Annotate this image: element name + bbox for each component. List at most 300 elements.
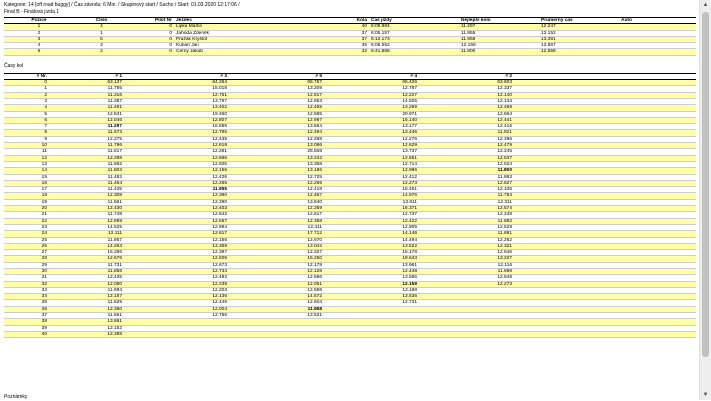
- laps-col-nr: # Nr.: [36, 73, 47, 79]
- lap-number: 17: [41, 187, 47, 193]
- lap-time: 12.308: [107, 193, 122, 199]
- lap-time: 12.894: [212, 224, 227, 230]
- lap-time: [419, 331, 514, 337]
- lap-time: 12.506: [212, 256, 227, 262]
- result-nejlepsi: 11.955: [461, 30, 476, 36]
- lap-time: 12.359: [307, 206, 322, 212]
- lap-time: 12.787: [402, 86, 417, 92]
- lap-time: 12.311: [497, 199, 512, 205]
- lap-time: 12.140: [497, 92, 512, 98]
- lap-time: 18.643: [402, 256, 417, 262]
- lap-time: 12.262: [497, 237, 512, 243]
- lap-time: 12.479: [497, 143, 512, 149]
- lap-time: 12.653: [307, 98, 322, 104]
- lap-time: 65.426: [402, 80, 417, 86]
- lap-time: 12.203: [212, 287, 227, 293]
- lap-time: 12.637: [497, 155, 512, 161]
- lap-time: 12.105: [497, 187, 512, 193]
- lap-time: 12.418: [307, 187, 322, 193]
- result-jezdec: Pražák Kryštof: [176, 36, 208, 42]
- lap-time: 11.748: [107, 212, 122, 218]
- result-pilot: 0: [169, 49, 172, 55]
- lap-number: 37: [41, 313, 47, 319]
- col-cislo: Číslo: [95, 18, 108, 23]
- lap-number: 3: [44, 98, 47, 104]
- lap-time: 13.446: [402, 130, 417, 136]
- lap-time: 12.441: [497, 117, 512, 123]
- lap-time: 12.004: [212, 306, 227, 312]
- lap-time: 11.464: [107, 180, 122, 186]
- result-row: [4, 49, 696, 55]
- lap-time: 13.086: [307, 143, 322, 149]
- lap-time: 11.955: [212, 187, 227, 193]
- result-prumer: 12.247: [541, 24, 556, 30]
- lap-time: 14.505: [402, 98, 417, 104]
- lap-time: 12.617: [307, 92, 322, 98]
- lap-time: 13.358: [307, 161, 322, 167]
- lap-time: 12.617: [307, 212, 322, 218]
- result-pilot: 0: [169, 43, 172, 49]
- lap-time: 12.327: [307, 250, 322, 256]
- lap-time: 15.451: [402, 187, 417, 193]
- lap-time: 12.156: [212, 168, 227, 174]
- lap-number: 1: [44, 86, 47, 92]
- laps-col-4: # 4: [410, 73, 417, 79]
- lap-time: 12.273: [402, 180, 417, 186]
- lap-time: 65.757: [307, 80, 322, 86]
- lap-time: 12.288: [107, 155, 122, 161]
- result-kola: 37: [361, 36, 367, 42]
- lap-time: 20.971: [402, 111, 417, 117]
- lap-time: 11.667: [107, 237, 122, 243]
- lap-time: 14.263: [107, 243, 122, 249]
- laps-col-2: # 2: [505, 73, 512, 79]
- lap-time: 12.411: [307, 224, 322, 230]
- lap-time: 12.642: [212, 212, 227, 218]
- lap-number: 39: [41, 325, 47, 331]
- col-auto: Auto: [621, 18, 632, 23]
- lap-time: 12.505: [212, 161, 227, 167]
- lap-number: 36: [41, 306, 47, 312]
- lap-time: 12.046: [107, 117, 122, 123]
- lap-time: 12.604: [307, 300, 322, 306]
- lap-number: 32: [41, 281, 47, 287]
- result-pos: 1: [37, 24, 41, 30]
- lap-time: 12.766: [212, 313, 227, 319]
- lap-time: 11.858: [107, 268, 122, 274]
- lap-time: 12.737: [402, 212, 417, 218]
- report-page: [4, 3, 696, 338]
- lap-time: 12.227: [402, 92, 417, 98]
- lap-time: 15.250: [307, 256, 322, 262]
- lap-time: 11.491: [107, 105, 122, 111]
- lap-row: [4, 331, 696, 337]
- lap-number: 12: [41, 155, 47, 161]
- lap-time: 64.264: [212, 80, 227, 86]
- result-cislo: 5: [100, 36, 103, 42]
- result-nejlepsi: 12.159: [461, 43, 476, 49]
- lap-time: 16.855: [212, 124, 227, 130]
- lap-time: 12.116: [497, 262, 512, 268]
- result-prumer: 13.391: [541, 36, 556, 42]
- result-nejlepsi: 11.800: [461, 49, 476, 55]
- lap-time: 12.416: [497, 124, 512, 130]
- lap-time: 12.290: [212, 199, 227, 205]
- lap-spacer: [514, 331, 696, 337]
- col-cas-jizdy: Čas jízdy: [371, 18, 392, 23]
- lap-time: 13.861: [107, 319, 122, 325]
- lap-time: 14.572: [307, 294, 322, 300]
- laps-table: [4, 73, 696, 338]
- lap-time: 16.371: [402, 206, 417, 212]
- result-pos: 2: [37, 30, 41, 36]
- lap-time: 11.796: [107, 143, 122, 149]
- scroll-thumb[interactable]: [702, 12, 709, 357]
- lap-time: 12.483: [212, 275, 227, 281]
- lap-number: 38: [41, 319, 47, 325]
- result-prumer: 12.558: [541, 49, 556, 55]
- lap-time: 11.785: [107, 86, 122, 92]
- lap-time: 13.259: [402, 105, 417, 111]
- lap-number: 23: [41, 224, 47, 230]
- result-cislo: 2: [100, 49, 103, 55]
- lap-time: 12.337: [497, 86, 512, 92]
- lap-time: 11.958: [307, 306, 322, 312]
- footer-notes: Poznámky: [4, 394, 28, 400]
- lap-time: 12.469: [497, 105, 512, 111]
- lap-time: 12.986: [402, 168, 417, 174]
- lap-number: 16: [41, 180, 47, 186]
- lap-number: 25: [41, 237, 47, 243]
- lap-time: 12.617: [212, 231, 227, 237]
- lap-time: 12.239: [212, 281, 227, 287]
- lap-time: 15.140: [402, 117, 417, 123]
- lap-number: 18: [41, 193, 47, 199]
- lap-time: 15.018: [212, 86, 227, 92]
- lap-time: 12.430: [107, 206, 122, 212]
- result-prumer: 13.867: [541, 43, 556, 49]
- lap-number: 33: [41, 287, 47, 293]
- lap-number: 7: [44, 124, 47, 130]
- lap-time: 13.522: [402, 243, 417, 249]
- lap-number: 27: [41, 250, 47, 256]
- lap-number: 0: [44, 80, 47, 86]
- lap-time: 12.276: [402, 136, 417, 142]
- lap-time: 11.617: [107, 149, 122, 155]
- lap-time: 12.350: [107, 306, 122, 312]
- result-jezdec: Lipka Martin: [176, 24, 203, 30]
- result-cislo: 1: [100, 30, 103, 36]
- lap-number: 13: [41, 161, 47, 167]
- lap-time: 12.397: [212, 250, 227, 256]
- result-cas: 6:41.856: [371, 49, 390, 55]
- lap-time: 13.042: [307, 243, 322, 249]
- lap-number: 26: [41, 243, 47, 249]
- laps-body: [4, 80, 696, 338]
- laps-col-5: # 5: [315, 73, 322, 79]
- lap-time: 16.296: [107, 250, 122, 256]
- scroll-down-arrow-icon[interactable]: ▼: [702, 392, 709, 398]
- lap-time: 11.821: [497, 130, 512, 136]
- scroll-up-arrow-icon[interactable]: ▲: [702, 2, 709, 8]
- lap-time: 12.426: [212, 174, 227, 180]
- lap-number: 11: [42, 149, 47, 155]
- lap-time: 12.734: [212, 268, 227, 274]
- lap-time: 12.751: [212, 92, 227, 98]
- lap-time: 12.111: [108, 231, 122, 237]
- lap-time: 12.685: [307, 111, 322, 117]
- lap-time: 12.624: [497, 161, 512, 167]
- lap-time: 12.529: [497, 224, 512, 230]
- lap-number: 28: [41, 256, 47, 262]
- lap-time: 12.629: [402, 143, 417, 149]
- lap-time: 12.574: [497, 206, 512, 212]
- lap-time: 11.629: [107, 300, 122, 306]
- result-pilot: 0: [169, 36, 172, 42]
- result-kola: 32: [361, 49, 367, 55]
- lap-number: 20: [41, 206, 47, 212]
- lap-time: [124, 331, 229, 337]
- lap-time: 12.080: [107, 281, 122, 287]
- lap-time: 12.673: [212, 262, 227, 268]
- lap-number: 4: [44, 105, 47, 111]
- lap-time: 12.627: [497, 180, 512, 186]
- laps-col-3: # 3: [220, 73, 227, 79]
- lap-time: 12.664: [497, 111, 512, 117]
- lap-time: 12.446: [212, 300, 227, 306]
- lap-time: 13.737: [402, 149, 417, 155]
- lap-time: 11.731: [107, 262, 122, 268]
- lap-time: 12.396: [497, 136, 512, 142]
- lap-time: 14.146: [402, 231, 417, 237]
- lap-time: 12.467: [307, 193, 322, 199]
- lap-time: 11.882: [497, 218, 512, 224]
- result-jezdec: Jahoda Zdeněk: [176, 30, 210, 36]
- lap-time: 11.863: [497, 174, 512, 180]
- lap-time: 12.686: [307, 275, 322, 281]
- col-nejlepsi-kolo: Nejlepší kolo: [461, 18, 491, 23]
- result-nejlepsi: 11.297: [461, 24, 476, 30]
- lap-time: 13.531: [307, 313, 322, 319]
- lap-time: 12.275: [107, 136, 122, 142]
- lap-time: 11.482: [107, 174, 122, 180]
- result-kola: 35: [361, 43, 367, 49]
- lap-number: 40: [41, 331, 47, 337]
- lap-time: 12.358: [307, 218, 322, 224]
- lap-time: 12.731: [402, 300, 417, 306]
- lap-time: 63.603: [497, 80, 512, 86]
- results-table: [4, 17, 696, 56]
- lap-time: 11.694: [107, 287, 122, 293]
- lap-time: 12.128: [307, 268, 322, 274]
- result-cislo: 3: [100, 43, 103, 49]
- result-cas: 6:08.552: [371, 43, 390, 49]
- lap-time: 12.152: [107, 325, 122, 331]
- col-prumerny-cas: Prumerný cas: [541, 18, 573, 23]
- lap-time: 13.369: [212, 243, 227, 249]
- lap-time: 17.712: [307, 231, 322, 237]
- lap-time: 12.136: [212, 294, 227, 300]
- lap-time: 12.265: [212, 180, 227, 186]
- result-jezdec: Kubáň Jan: [176, 43, 199, 49]
- lap-time: 12.435: [212, 136, 227, 142]
- lap-time: 12.134: [497, 98, 512, 104]
- lap-number: 24: [41, 231, 47, 237]
- lap-time: 12.714: [402, 161, 417, 167]
- lap-time: 11.561: [107, 199, 122, 205]
- lap-number: 31: [41, 275, 47, 281]
- lap-time: 12.061: [307, 281, 322, 287]
- lap-time: 12.795: [212, 130, 227, 136]
- col-jezdec: Jezdec: [176, 18, 192, 23]
- result-cas: 6:05.157: [371, 30, 390, 36]
- lap-time: 12.273: [497, 281, 512, 287]
- lap-time: 13.177: [402, 124, 417, 130]
- result-pos: 3: [37, 36, 41, 42]
- lap-time: 11.673: [107, 130, 122, 136]
- lap-time: 12.187: [107, 294, 122, 300]
- lap-time: 12.435: [107, 275, 122, 281]
- lap-time: 11.661: [107, 313, 122, 319]
- lap-time: 13.586: [402, 275, 417, 281]
- lap-time: 12.631: [107, 111, 122, 117]
- lap-time: 12.725: [307, 174, 322, 180]
- lap-time: 14.976: [402, 193, 417, 199]
- lap-number: 10: [41, 143, 47, 149]
- lap-time: 13.188: [402, 287, 417, 293]
- lap-number: 14: [41, 168, 47, 174]
- lap-time: 13.554: [307, 124, 322, 130]
- lap-time: 14.525: [107, 224, 122, 230]
- final-title: Final B - Finálová jízda 1: [4, 9, 60, 15]
- lap-time: 12.422: [402, 218, 417, 224]
- lap-time: 12.321: [497, 243, 512, 249]
- lap-time: 13.811: [402, 199, 417, 205]
- lap-time: 19.460: [212, 111, 227, 117]
- lap-number: 15: [41, 174, 47, 180]
- lap-time: 11.698: [497, 268, 512, 274]
- lap-time: 12.448: [402, 268, 417, 274]
- result-pos: 5: [37, 49, 41, 55]
- result-cas: 6:12.173: [371, 36, 390, 42]
- lap-time: 13.402: [212, 105, 227, 111]
- lap-time: 12.494: [307, 130, 322, 136]
- lap-number: 19: [41, 199, 47, 205]
- lap-time: 13.961: [402, 262, 417, 268]
- result-pilot: 0: [169, 30, 172, 36]
- lap-time: 11.316: [107, 92, 122, 98]
- lap-time: 12.265: [307, 180, 322, 186]
- lap-number: 2: [44, 92, 47, 98]
- lap-number: 8: [44, 130, 47, 136]
- lap-time: 12.455: [307, 105, 322, 111]
- lap-time: 11.297: [107, 124, 122, 130]
- lap-time: 12.390: [212, 193, 227, 199]
- lap-time: 13.840: [307, 199, 322, 205]
- lap-time: 13.797: [212, 98, 227, 104]
- laps-title: Časy kol: [4, 62, 24, 69]
- lap-time: 11.803: [107, 168, 122, 174]
- lap-time: 12.866: [212, 155, 227, 161]
- lap-time: 12.159: [402, 281, 417, 287]
- lap-time: 11.387: [107, 98, 122, 104]
- laps-col-1: # 1: [115, 73, 122, 79]
- lap-time: 12.568: [307, 287, 322, 293]
- lap-time: 13.536: [402, 294, 417, 300]
- lap-time: 12.646: [497, 250, 512, 256]
- lap-time: 12.557: [212, 218, 227, 224]
- lap-time: 12.248: [497, 212, 512, 218]
- lap-time: 12.807: [212, 117, 227, 123]
- lap-time: 12.245: [497, 149, 512, 155]
- col-pilot-nr: Pilot Nr: [154, 18, 172, 23]
- lap-time: 12.676: [107, 256, 122, 262]
- lap-number: 34: [41, 294, 47, 300]
- lap-time: 15.178: [402, 250, 417, 256]
- lap-time: 12.403: [212, 206, 227, 212]
- lap-number: 21: [41, 212, 47, 218]
- lap-number: 35: [41, 300, 47, 306]
- lap-time: 11.794: [497, 193, 512, 199]
- lap-time: 11.435: [107, 187, 122, 193]
- result-cislo: 4: [100, 24, 103, 30]
- result-prumer: 13.152: [541, 30, 556, 36]
- result-nejlepsi: 11.958: [461, 36, 476, 42]
- vertical-scrollbar[interactable]: [699, 0, 711, 400]
- lap-number: 30: [41, 268, 47, 274]
- lap-time: 12.388: [107, 331, 122, 337]
- lap-time: 12.670: [307, 237, 322, 243]
- lap-number: 9: [44, 136, 47, 142]
- lap-time: 12.618: [212, 143, 227, 149]
- lap-time: 28.508: [307, 149, 322, 155]
- lap-time: 12.156: [212, 237, 227, 243]
- result-jezdec: Černý Jakub: [176, 49, 203, 55]
- lap-number: 22: [41, 218, 47, 224]
- result-kola: 40: [361, 24, 367, 30]
- lap-time: [229, 331, 324, 337]
- lap-time: 12.268: [307, 136, 322, 142]
- result-cas: 6:09.884: [371, 24, 390, 30]
- lap-time: 14.494: [402, 237, 417, 243]
- lap-time: [324, 331, 419, 337]
- lap-number: 5: [44, 111, 47, 117]
- lap-time: 12.548: [497, 275, 512, 281]
- lap-time: 13.186: [307, 168, 322, 174]
- lap-time: 12.261: [212, 149, 227, 155]
- lap-time: 11.800: [497, 168, 512, 174]
- result-pos: 4: [37, 43, 41, 49]
- lap-time: 12.178: [307, 262, 322, 268]
- lap-time: 13.242: [307, 155, 322, 161]
- race-header: Kategorie: 14 [off road buggy] / Čas závodu: 6 Min. / Skupinový start / Sucho / Start: 01.03.2020 12:17:06 /: [4, 2, 240, 8]
- lap-time: 12.997: [307, 117, 322, 123]
- lap-number: 29: [41, 262, 47, 268]
- result-kola: 37: [361, 30, 367, 36]
- result-pilot: 0: [169, 24, 172, 30]
- lap-time: 13.209: [307, 86, 322, 92]
- lap-time: 63.137: [107, 80, 122, 86]
- lap-time: 12.905: [402, 224, 417, 230]
- col-kola: Kola: [356, 18, 367, 23]
- lap-time: 11.662: [107, 161, 122, 167]
- result-auto: [619, 49, 696, 55]
- lap-time: 11.891: [497, 231, 512, 237]
- col-pozice: Pozice: [31, 18, 47, 23]
- lap-time: 12.412: [402, 174, 417, 180]
- lap-number: 6: [44, 117, 47, 123]
- lap-time: 12.859: [107, 218, 122, 224]
